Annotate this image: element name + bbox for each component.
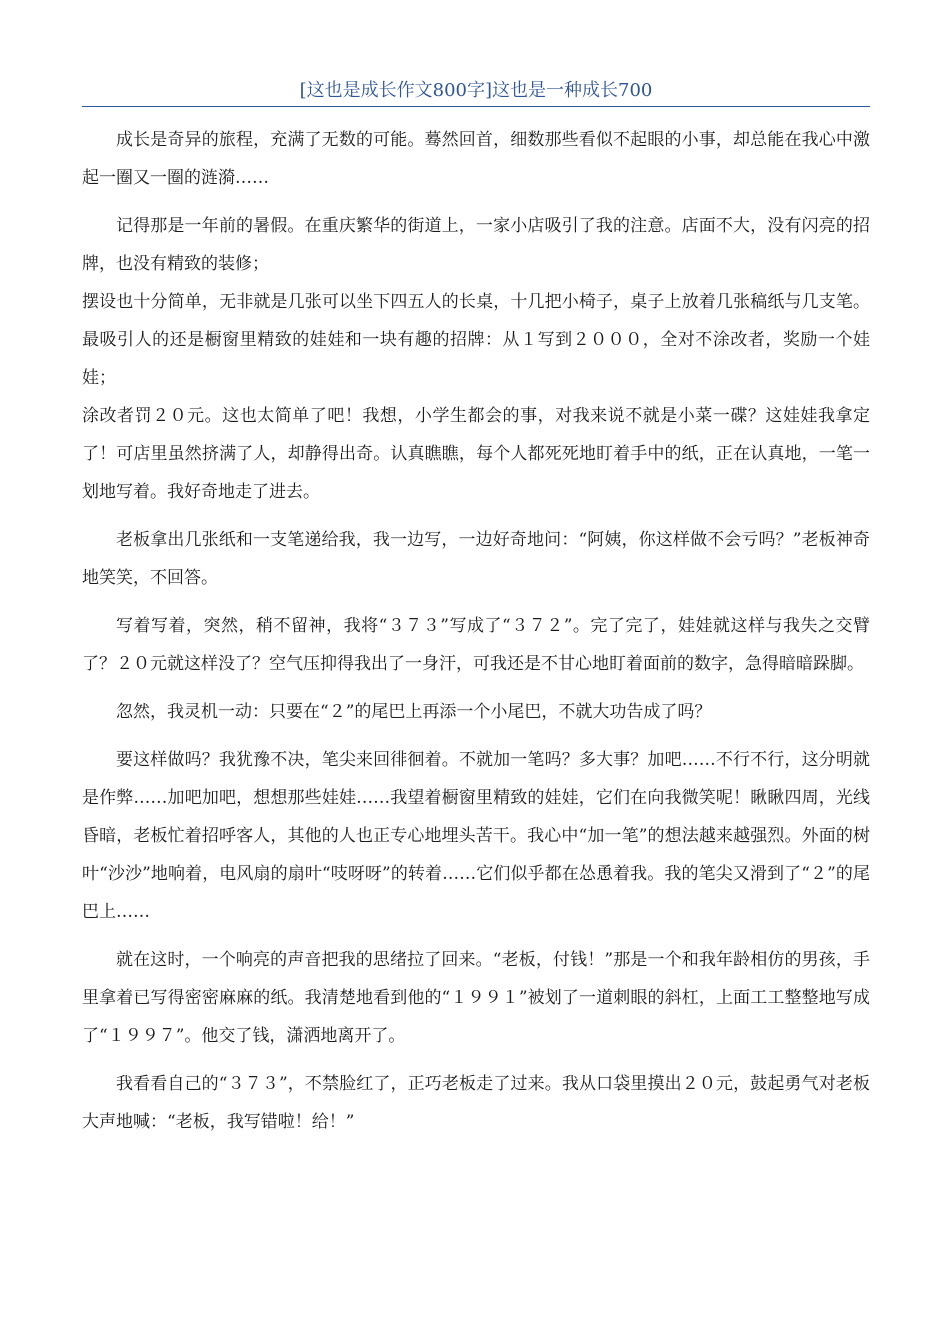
paragraph-7: 忽然，我灵机一动：只要在“２”的尾巴上再添一个小尾巴，不就大功告成了吗？ (116, 702, 712, 722)
paragraph-1: 成长是奇异的旅程，充满了无数的可能。蓦然回首，细数那些看似不起眼的小事，却总能在我心中激起一圈又一圈的涟漪…… (82, 130, 870, 188)
paragraph-3: 摆设也十分简单，无非就是几张可以坐下四五人的长桌，十几把小椅子，桌子上放着几张稿纸与几支笔。最吸引人的还是橱窗里精致的娃娃和一块有趣的招牌：从１写到２０００，全对不涂改者，奖励一个娃娃； (82, 292, 870, 388)
paragraph-8: 要这样做吗？我犹豫不决，笔尖来回徘徊着。不就加一笔吗？多大事？加吧……不行不行，这分明就是作弊……加吧加吧，想想那些娃娃……我望着橱窗里精致的娃娃，它们在向我微笑呢！瞅瞅四周，光线昏暗，老板忙着招呼客人，其他的人也正专心地埋头苦干。我心中“加一笔”的想法越来越强烈。外面的树叶“沙沙”地响着，电风扇的扇叶“吱呀呀”的转着……它们似乎都在怂恿着我。我的笔尖又滑到了“２”的尾巴上…… (82, 750, 870, 922)
paragraph-2: 记得那是一年前的暑假。在重庆繁华的街道上，一家小店吸引了我的注意。店面不大，没有闪亮的招牌，也没有精致的装修； (82, 216, 870, 274)
document-title: [这也是成长作文800字]这也是一种成长700 (82, 78, 870, 107)
paragraph-4: 涂改者罚２０元。这也太简单了吧！我想，小学生都会的事，对我来说不就是小菜一碟？这娃娃我拿定了！可店里虽然挤满了人，却静得出奇。认真瞧瞧，每个人都死死地盯着手中的纸，正在认真地，一笔一划地写着。我好奇地走了进去。 (82, 406, 870, 502)
paragraph-6: 写着写着，突然，稍不留神，我将“３７３”写成了“３７２”。完了完了，娃娃就这样与我失之交臂了？２０元就这样没了？空气压抑得我出了一身汗，可我还是不甘心地盯着面前的数字，急得暗暗跺脚。 (82, 616, 870, 674)
document-page (82, 78, 870, 1151)
paragraph-5: 老板拿出几张纸和一支笔递给我，我一边写，一边好奇地问：“阿姨，你这样做不会亏吗？”老板神奇地笑笑，不回答。 (82, 530, 870, 588)
paragraph-9: 就在这时，一个响亮的声音把我的思绪拉了回来。“老板，付钱！”那是一个和我年龄相仿的男孩，手里拿着已写得密密麻麻的纸。我清楚地看到他的“１９９１”被划了一道刺眼的斜杠，上面工工整整地写成了“１９９７”。他交了钱，潇洒地离开了。 (82, 950, 870, 1046)
paragraph-10: 我看看自己的“３７３”，不禁脸红了，正巧老板走了过来。我从口袋里摸出２０元，鼓起勇气对老板大声地喊：“老板，我写错啦！给！” (82, 1074, 870, 1132)
